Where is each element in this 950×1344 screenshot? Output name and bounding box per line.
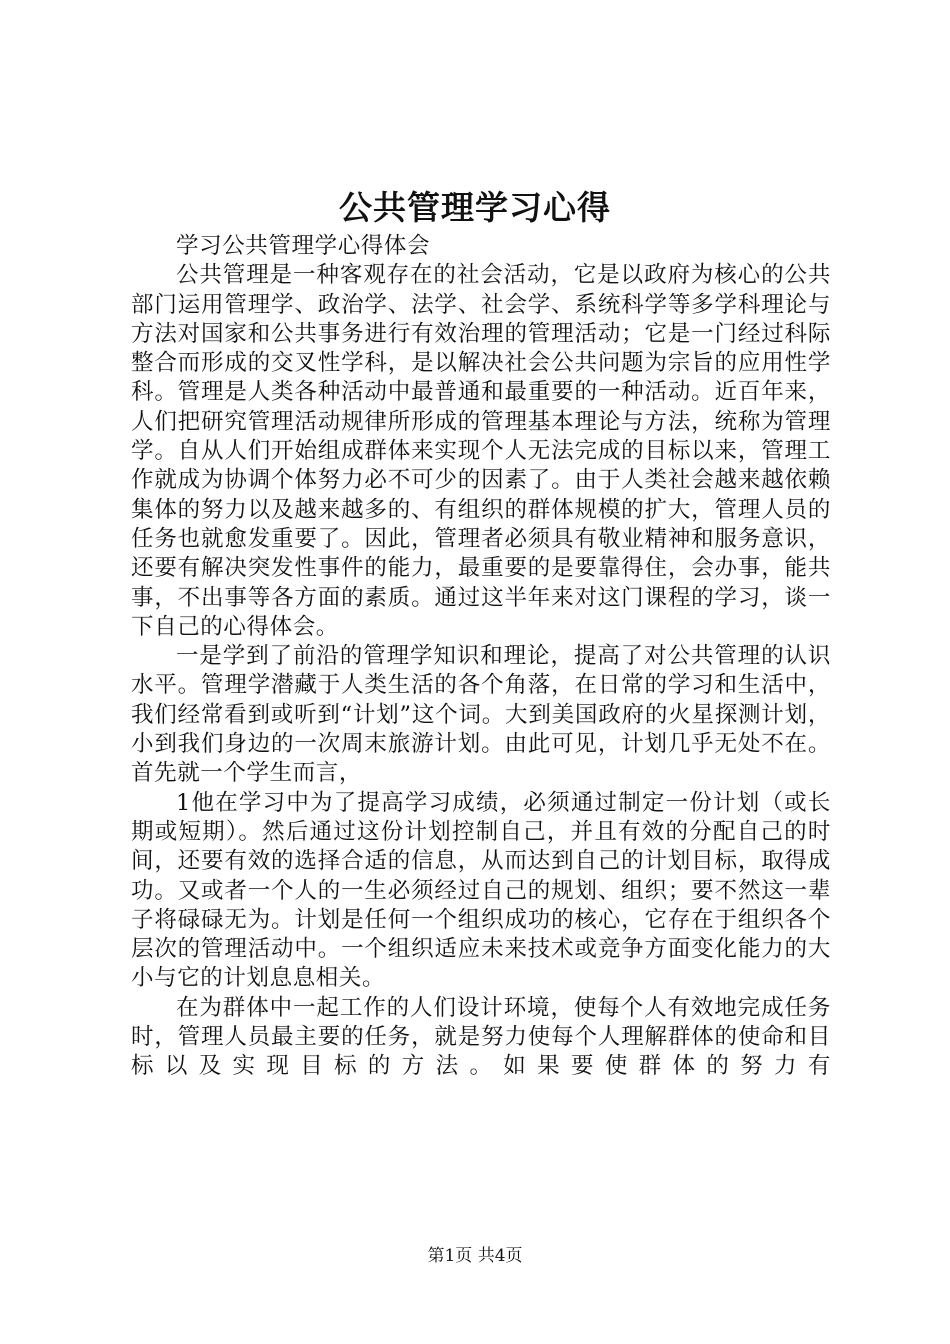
page-footer: 第1页 共4页: [427, 1246, 523, 1266]
document-body: [131, 232, 831, 1082]
paragraph-point-one: 一是学到了前沿的管理学知识和理论，提高了对公共管理的认识水平。管理学潜藏于人类生活的各个角落，在日常的学习和生活中，我们经常看到或听到“计划”这个词。大到美国政府的火星探测计划，小到我们身边的一次周末旅游计划。由此可见，计划几乎无处不在。首先就一个学生而言，: [131, 643, 831, 787]
paragraph-manager-task: 在为群体中一起工作的人们设计环境，使每个人有效地完成任务时，管理人员最主要的任务，就是努力使每个人理解群体的使命和目标以及实现目标的方法。如果要使群体的努力有: [131, 994, 831, 1080]
document-title: 公共管理学习心得: [339, 188, 611, 227]
paragraph-subtitle: 学习公共管理学心得体会: [176, 233, 431, 259]
paragraph-planning: 1他在学习中为了提高学习成绩，必须通过制定一份计划（或长期或短期）。然后通过这份计划控制自己，并且有效的分配自己的时间，还要有效的选择合适的信息，从而达到自己的计划目标，取得成功。又或者一个人的一生必须经过自己的规划、组织；要不然这一辈子将碌碌无为。计划是任何一个组织成功的核心，它存在于组织各个层次的管理活动中。一个组织适应未来技术或竞争方面变化能力的大小与它的计划息息相关。: [131, 789, 831, 992]
paragraph-intro: 公共管理是一种客观存在的社会活动，它是以政府为核心的公共部门运用管理学、政治学、法学、社会学、系统科学等多学科理论与方法对国家和公共事务进行有效治理的管理活动；它是一门经过科际整合而形成的交叉性学科，是以解决社会公共问题为宗旨的应用性学科。管理是人类各种活动中最普通和最重要的一种活动。近百年来，人们把研究管理活动规律所形成的管理基本理论与方法，统称为管理学。自从人们开始组成群体来实现个人无法完成的目标以来，管理工作就成为协调个体努力必不可少的因素了。由于人类社会越来越依赖集体的努力以及越来越多的、有组织的群体规模的扩大，管理人员的任务也就愈发重要了。因此，管理者必须具有敬业精神和服务意识，还要有解决突发性事件的能力，最重要的是要靠得住，会办事，能共事，不出事等各方面的素质。通过这半年来对这门课程的学习，谈一下自己的心得体会。: [131, 262, 831, 640]
